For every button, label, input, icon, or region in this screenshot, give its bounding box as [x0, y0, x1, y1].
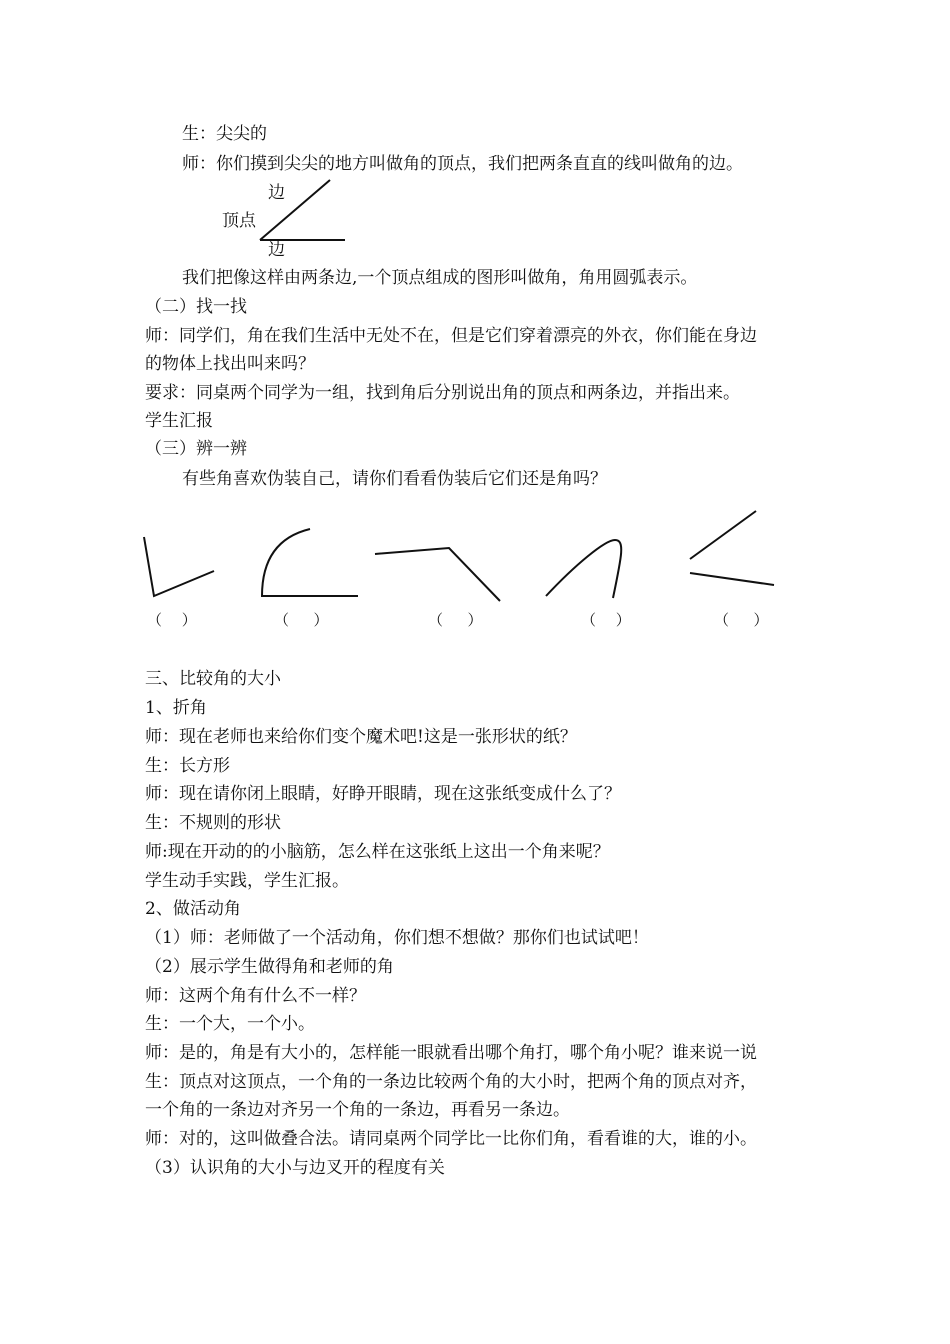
student-practice: 学生动手实践，学生汇报。 — [145, 871, 349, 891]
part-compare-title: 三、比较角的大小 — [145, 669, 281, 689]
item-3: （3）认识角的大小与边叉开的程度有关 — [145, 1158, 445, 1178]
section-distinguish-title: （三）辨一辨 — [145, 439, 247, 459]
teacher-overlap-method: 师：对的，这叫做叠合法。请同桌两个同学比一比你们角，看看谁的大，谁的小。 — [145, 1129, 757, 1149]
student-rectangle: 生：长方形 — [145, 756, 230, 776]
figure-4-curved — [546, 540, 621, 598]
student-reply-pointy: 生：尖尖的 — [182, 124, 267, 144]
fold-angle-heading: 1、折角 — [145, 698, 207, 718]
answer-blank-3[interactable]: （ ） — [428, 611, 483, 629]
disguise-question: 有些角喜欢伪装自己，请你们看看伪装后它们还是角吗？ — [182, 469, 607, 489]
teacher-size-question: 师：是的，角是有大小的，怎样能一眼就看出哪个角打，哪个角小呢？谁来说一说 — [145, 1043, 757, 1063]
diagram-vertex-label: 顶点 — [222, 211, 256, 231]
item-2: （2）展示学生做得角和老师的角 — [145, 957, 394, 977]
answer-blank-1[interactable]: （ ） — [147, 611, 197, 629]
section-find-title: （二）找一找 — [145, 297, 247, 317]
student-method-line2: 一个角的一条边对齐另一个角的一条边，再看另一条边。 — [145, 1100, 570, 1120]
teacher-magic: 师：现在老师也来给你们变个魔术吧!这是一张形状的纸？ — [145, 727, 577, 747]
figure-3-angle — [375, 548, 500, 601]
student-report: 学生汇报 — [145, 411, 213, 431]
teacher-difference: 师：这两个角有什么不一样？ — [145, 986, 366, 1006]
item-1: （1）师：老师做了一个活动角，你们想不想做？那你们也试试吧！ — [145, 928, 649, 948]
answer-blank-2[interactable]: （ ） — [274, 611, 329, 629]
diagram-edge-label-top: 边 — [268, 183, 285, 203]
diagram-edge-upper — [260, 180, 330, 240]
figure-1-angle — [144, 537, 214, 596]
diagram-edge-label-bottom: 边 — [268, 240, 285, 260]
figure-5-line-lower — [690, 573, 774, 585]
teacher-vertex-explanation: 师：你们摸到尖尖的地方叫做角的顶点，我们把两条直直的线叫做角的边。 — [182, 154, 743, 174]
answer-blank-5[interactable]: （ ） — [714, 611, 769, 629]
student-big-small: 生：一个大，一个小。 — [145, 1014, 315, 1034]
requirement: 要求：同桌两个同学为一组，找到角后分别说出角的顶点和两条边，并指出来。 — [145, 383, 740, 403]
teacher-close-eyes: 师：现在请你闭上眼睛，好睁开眼睛，现在这张纸变成什么了？ — [145, 784, 621, 804]
answer-blank-4[interactable]: （ ） — [581, 611, 631, 629]
student-irregular: 生：不规则的形状 — [145, 813, 281, 833]
figure-5-line-upper — [690, 511, 756, 559]
student-method-line1: 生：顶点对这顶点，一个角的一条边比较两个角的大小时，把两个角的顶点对齐， — [145, 1072, 757, 1092]
teacher-find-prompt-line2: 的物体上找出叫来吗？ — [145, 354, 315, 374]
movable-angle-heading: 2、做活动角 — [145, 899, 241, 919]
angle-definition: 我们把像这样由两条边,一个顶点组成的图形叫做角，角用圆弧表示。 — [182, 268, 698, 288]
figure-2-curved — [262, 529, 358, 596]
teacher-find-prompt-line1: 师：同学们，角在我们生活中无处不在，但是它们穿着漂亮的外衣，你们能在身边 — [145, 326, 757, 346]
teacher-think: 师:现在开动的的小脑筋，怎么样在这张纸上这出一个角来呢？ — [145, 842, 610, 862]
